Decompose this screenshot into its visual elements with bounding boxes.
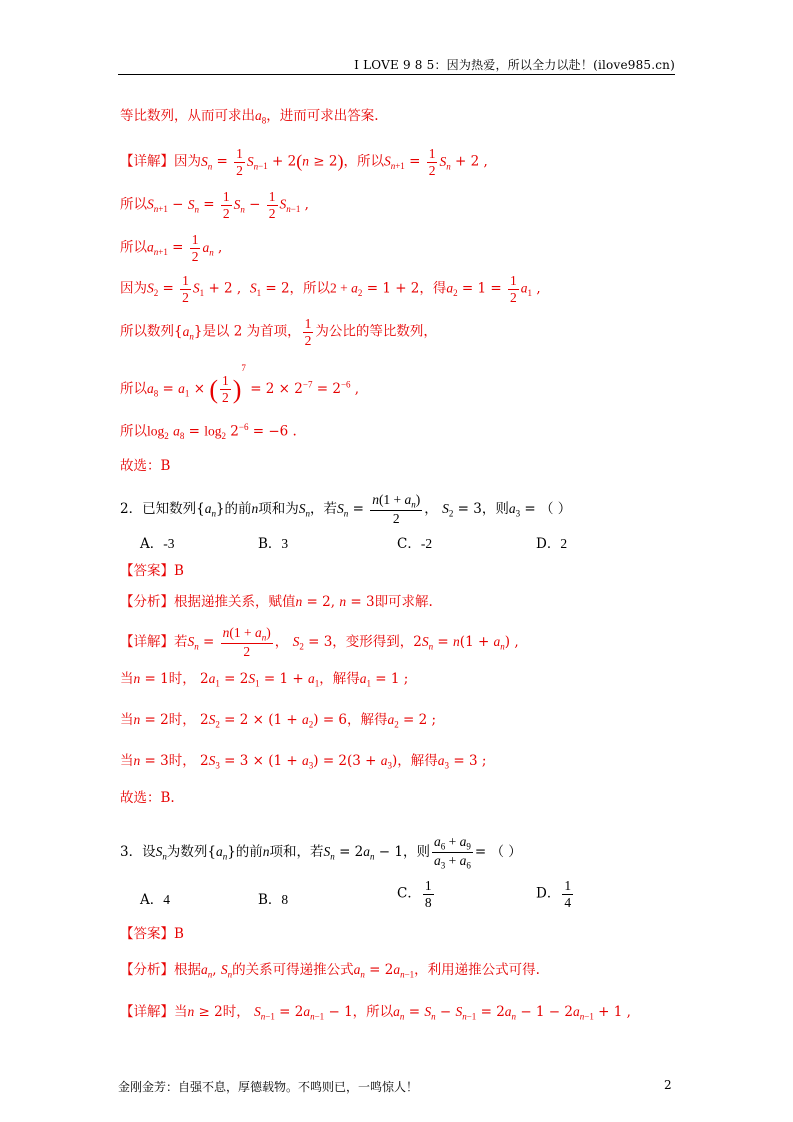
- q3-answer: 【答案】B: [120, 926, 184, 942]
- q3-option-d: D． $\frac{1}{4}$: [536, 878, 572, 910]
- page-number: 2: [664, 1078, 672, 1092]
- q2-conclusion: 故选：B.: [120, 790, 175, 806]
- header-divider: [118, 74, 675, 75]
- detail1-line2: 所以$S_{n+1} - S_n$ = $\frac{1}{2}$ $S_n$ − $\frac{1}{2}$ $S_{n-1}$ ,: [120, 189, 309, 221]
- option-d: D．2: [536, 536, 568, 552]
- q2-case-n3: 当n = 3时， $2S_3 = 3 \times (1 + a_3) = 2(3 + a_3)$，解得$a_3 = 3$ ;: [120, 753, 487, 771]
- footer-motto: 金刚金芳：自强不息，厚德载物。不鸣则已，一鸣惊人！: [118, 1080, 419, 1094]
- q2-analysis: 【分析】根据递推关系，赋值n = 2, n = 3即可求解.: [120, 594, 433, 610]
- detail1-line7: 所以$\log_2 a_8 = \log_2 2^{-6} = -6$ .: [120, 422, 297, 442]
- q3-detail-line1: 【详解】当n ≥ 2时， $S_{n-1} = 2a_{n-1} - 1$，所以$a_n = S_n - S_{n-1} = 2a_n - 1 - 2a_{n-1} + 1$ ,: [120, 1004, 631, 1022]
- question-number: 2．: [120, 500, 143, 517]
- question-number: 3．: [120, 844, 143, 861]
- q3-option-b: B．8: [258, 892, 289, 908]
- q2-answer: 【答案】B: [120, 563, 184, 579]
- q3-option-c: C． $\frac{1}{8}$: [397, 878, 432, 910]
- detail-tag: 【详解】: [120, 153, 174, 170]
- detail1-line5: 所以数列$\{a_n\}$是以 2 为首项， $\frac{1}{2}$ 为公比的等比数列，: [120, 316, 437, 348]
- detail1-line6: 所以$a_8 = a_1$ × ( $\frac{1}{2}$ )$^7 = 2 \times 2^{-7} = 2^{-6}$ ,: [120, 363, 360, 405]
- detail1-conclusion: 故选：B: [120, 458, 171, 474]
- detail1-line4: 因为$S_2$ = $\frac{1}{2}$ $S_1 + 2$ , $S_1 = 2$，所以$2 + a_2 = 1 + 2$，得$a_2 = 1$ = $\frac{1}{2}$ $a_1$ ,: [120, 273, 541, 305]
- q2-case-n2: 当n = 2时， $2S_2 = 2 \times (1 + a_2) = 6$，解得$a_2 = 2$ ;: [120, 712, 437, 730]
- page-header: I LOVE 9 8 5：因为热爱，所以全力以赴！(ilove985.cn): [354, 58, 675, 72]
- detail1-line1: 【详解】因为$S_n$ = $\frac{1}{2}$ $S_{n-1} + 2(n \ge 2)$，所以$S_{n+1}$ = $\frac{1}{2}$ $S_n + 2$ ,: [120, 146, 488, 178]
- q3-option-a: A．4: [140, 892, 170, 908]
- intro-line: 等比数列，从而可求出$a_8$，进而可求出答案.: [120, 108, 379, 126]
- q2-detail-line1: 【详解】若$S_n$ = $\frac{n(1 + a_n)}{2}$ ， $S_2 = 3$，变形得到，$2S_n = n(1 + a_n)$ ,: [120, 625, 519, 660]
- option-c: C．-2: [397, 536, 433, 552]
- q2-case-n1: 当n = 1时， $2a_1 = 2S_1 = 1 + a_1$，解得$a_1 = 1$ ;: [120, 671, 409, 689]
- option-a: A．-3: [140, 536, 175, 552]
- q3-analysis: 【分析】根据$a_n$, $S_n$的关系可得递推公式$a_n = 2a_{n-1}$，利用递推公式可得.: [120, 962, 540, 980]
- option-b: B．3: [258, 536, 289, 552]
- question-2-stem: 2．已知数列$\{a_n\}$的前n项和为$S_n$，若$S_n$ = $\frac{n(1 + a_n)}{2}$ ， $S_2 = 3$，则$a_3$ = （ ）: [120, 492, 572, 527]
- question-3-stem: 3．设$S_n$为数列$\{a_n\}$的前n项和，若$S_n = 2a_n - 1$，则 $\frac{a_6 + a_9}{a_3 + a_6}$ = （ ）: [120, 834, 522, 871]
- detail1-line3: 所以$a_{n+1}$ = $\frac{1}{2}$ $a_n$ ,: [120, 232, 223, 264]
